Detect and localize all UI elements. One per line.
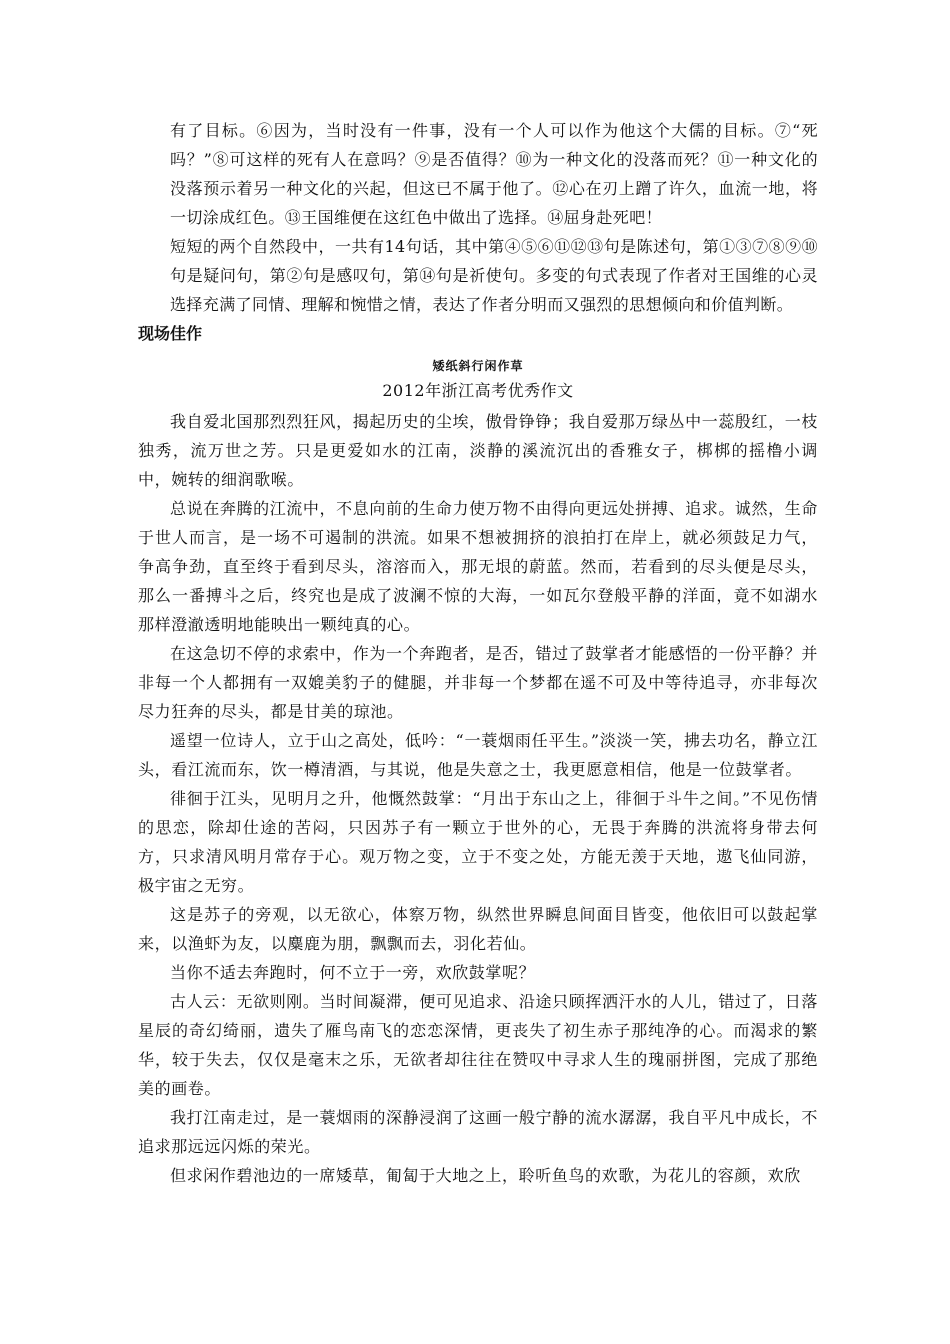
essay-paragraph: 遥望一位诗人，立于山之高处，低吟：“一蓑烟雨任平生。”淡淡一笑，拂去功名，静立江头，看江流而东，饮一樽清酒，与其说，他是失意之士，我更愿意相信，他是一位鼓掌者。 — [138, 731, 818, 779]
analysis-paragraph-quote: 有了目标。⑥因为，当时没有一件事，没有一个人可以作为他这个大儒的目标。⑦“死吗？”⑧可这样的死有人在意吗？⑨是否值得？⑩为一种文化的没落而死？⑪一种文化的没落预示着另一种文化的兴起，但这已不属于他了。⑫心在刃上蹭了许久，血流一地，将一切涂成红色。⑬王国维便在这红色中做出了选择。⑭屈身赴死吧！ — [170, 121, 818, 227]
essay-paragraph: 当你不适去奔跑时，何不立于一旁，欢欣鼓掌呢？ — [170, 963, 536, 982]
analysis-block — [138, 116, 818, 319]
essay-paragraph: 这是苏子的旁观，以无欲心，体察万物，纵然世界瞬息间面目皆变，他依旧可以鼓起掌来，以渔虾为友，以麋鹿为朋，飘飘而去，羽化若仙。 — [138, 905, 818, 953]
essay-paragraph: 徘徊于江头，见明月之升，他慨然鼓掌：“月出于东山之上，徘徊于斗牛之间。”不见伤情的思恋，除却仕途的苦闷，只因苏子有一颗立于世外的心，无畏于奔腾的洪流将身带去何方，只求清风明月常存于心。观万物之变，立于不变之处，方能无羡于天地，遨飞仙同游，极宇宙之无穷。 — [138, 789, 818, 895]
essay-paragraph: 我自爱北国那烈烈狂风，揭起历史的尘埃，傲骨铮铮；我自爱那万绿丛中一蕊殷红，一枝独秀，流万世之芳。只是更爱如水的江南，淡静的溪流沉出的香雅女子，梆梆的摇橹小调中，婉转的细润歌喉。 — [138, 412, 818, 489]
analysis-paragraph-summary: 短短的两个自然段中，一共有14句话，其中第④⑤⑥⑪⑫⑬句是陈述句，第①③⑦⑧⑨⑩句是疑问句，第②句是感叹句，第⑭句是祈使句。多变的句式表现了作者对王国维的心灵选择充满了同情、理解和惋惜之情，表达了作者分明而又强烈的思想倾向和价值判断。 — [170, 237, 818, 314]
document-page — [138, 116, 818, 1190]
essay-title: 矮纸斜行闲作草 — [432, 359, 524, 373]
essay-paragraph: 我打江南走过，是一蓑烟雨的深静浸润了这画一般宁静的流水潺潺，我自平凡中成长，不追求那远远闪烁的荣光。 — [138, 1108, 818, 1156]
essay-paragraph: 在这急切不停的求索中，作为一个奔跑者，是否，错过了鼓掌者才能感悟的一份平静？并非每一个人都拥有一双媲美豹子的健腿，并非每一个梦都在遥不可及中等待追寻，亦非每次尽力狂奔的尽头，都是甘美的琼池。 — [138, 644, 818, 721]
essay-paragraph: 总说在奔腾的江流中，不息向前的生命力使万物不由得向更远处拼搏、追求。诚然，生命于世人而言，是一场不可遏制的洪流。如果不想被拥挤的浪拍打在岸上，就必须鼓足力气，争高争劲，直至终于看到尽头，溶溶而入，那无垠的蔚蓝。然而，若看到的尽头便是尽头，那么一番搏斗之后，终究也是成了波澜不惊的大海，一如瓦尔登般平静的洋面，竟不如湖水那样澄澈透明地能映出一颗纯真的心。 — [138, 499, 818, 634]
essay-body — [138, 407, 818, 1190]
essay-paragraph: 古人云：无欲则刚。当时间凝滞，便可见追求、沿途只顾挥洒汗水的人儿，错过了，日落星辰的奇幻绮丽，遗失了雁鸟南飞的恋恋深情，更丧失了初生赤子那纯净的心。而渴求的繁华，较于失去，仅仅是毫末之乐，无欲者却往往在赞叹中寻求人生的瑰丽拼图，完成了那绝美的画卷。 — [138, 992, 818, 1098]
essay-subtitle: 2012年浙江高考优秀作文 — [382, 381, 574, 400]
essay-paragraph: 但求闲作碧池边的一席矮草，匍匐于大地之上，聆听鱼鸟的欢歌，为花儿的容颜，欢欣 — [170, 1166, 801, 1185]
section-heading: 现场佳作 — [138, 324, 203, 343]
